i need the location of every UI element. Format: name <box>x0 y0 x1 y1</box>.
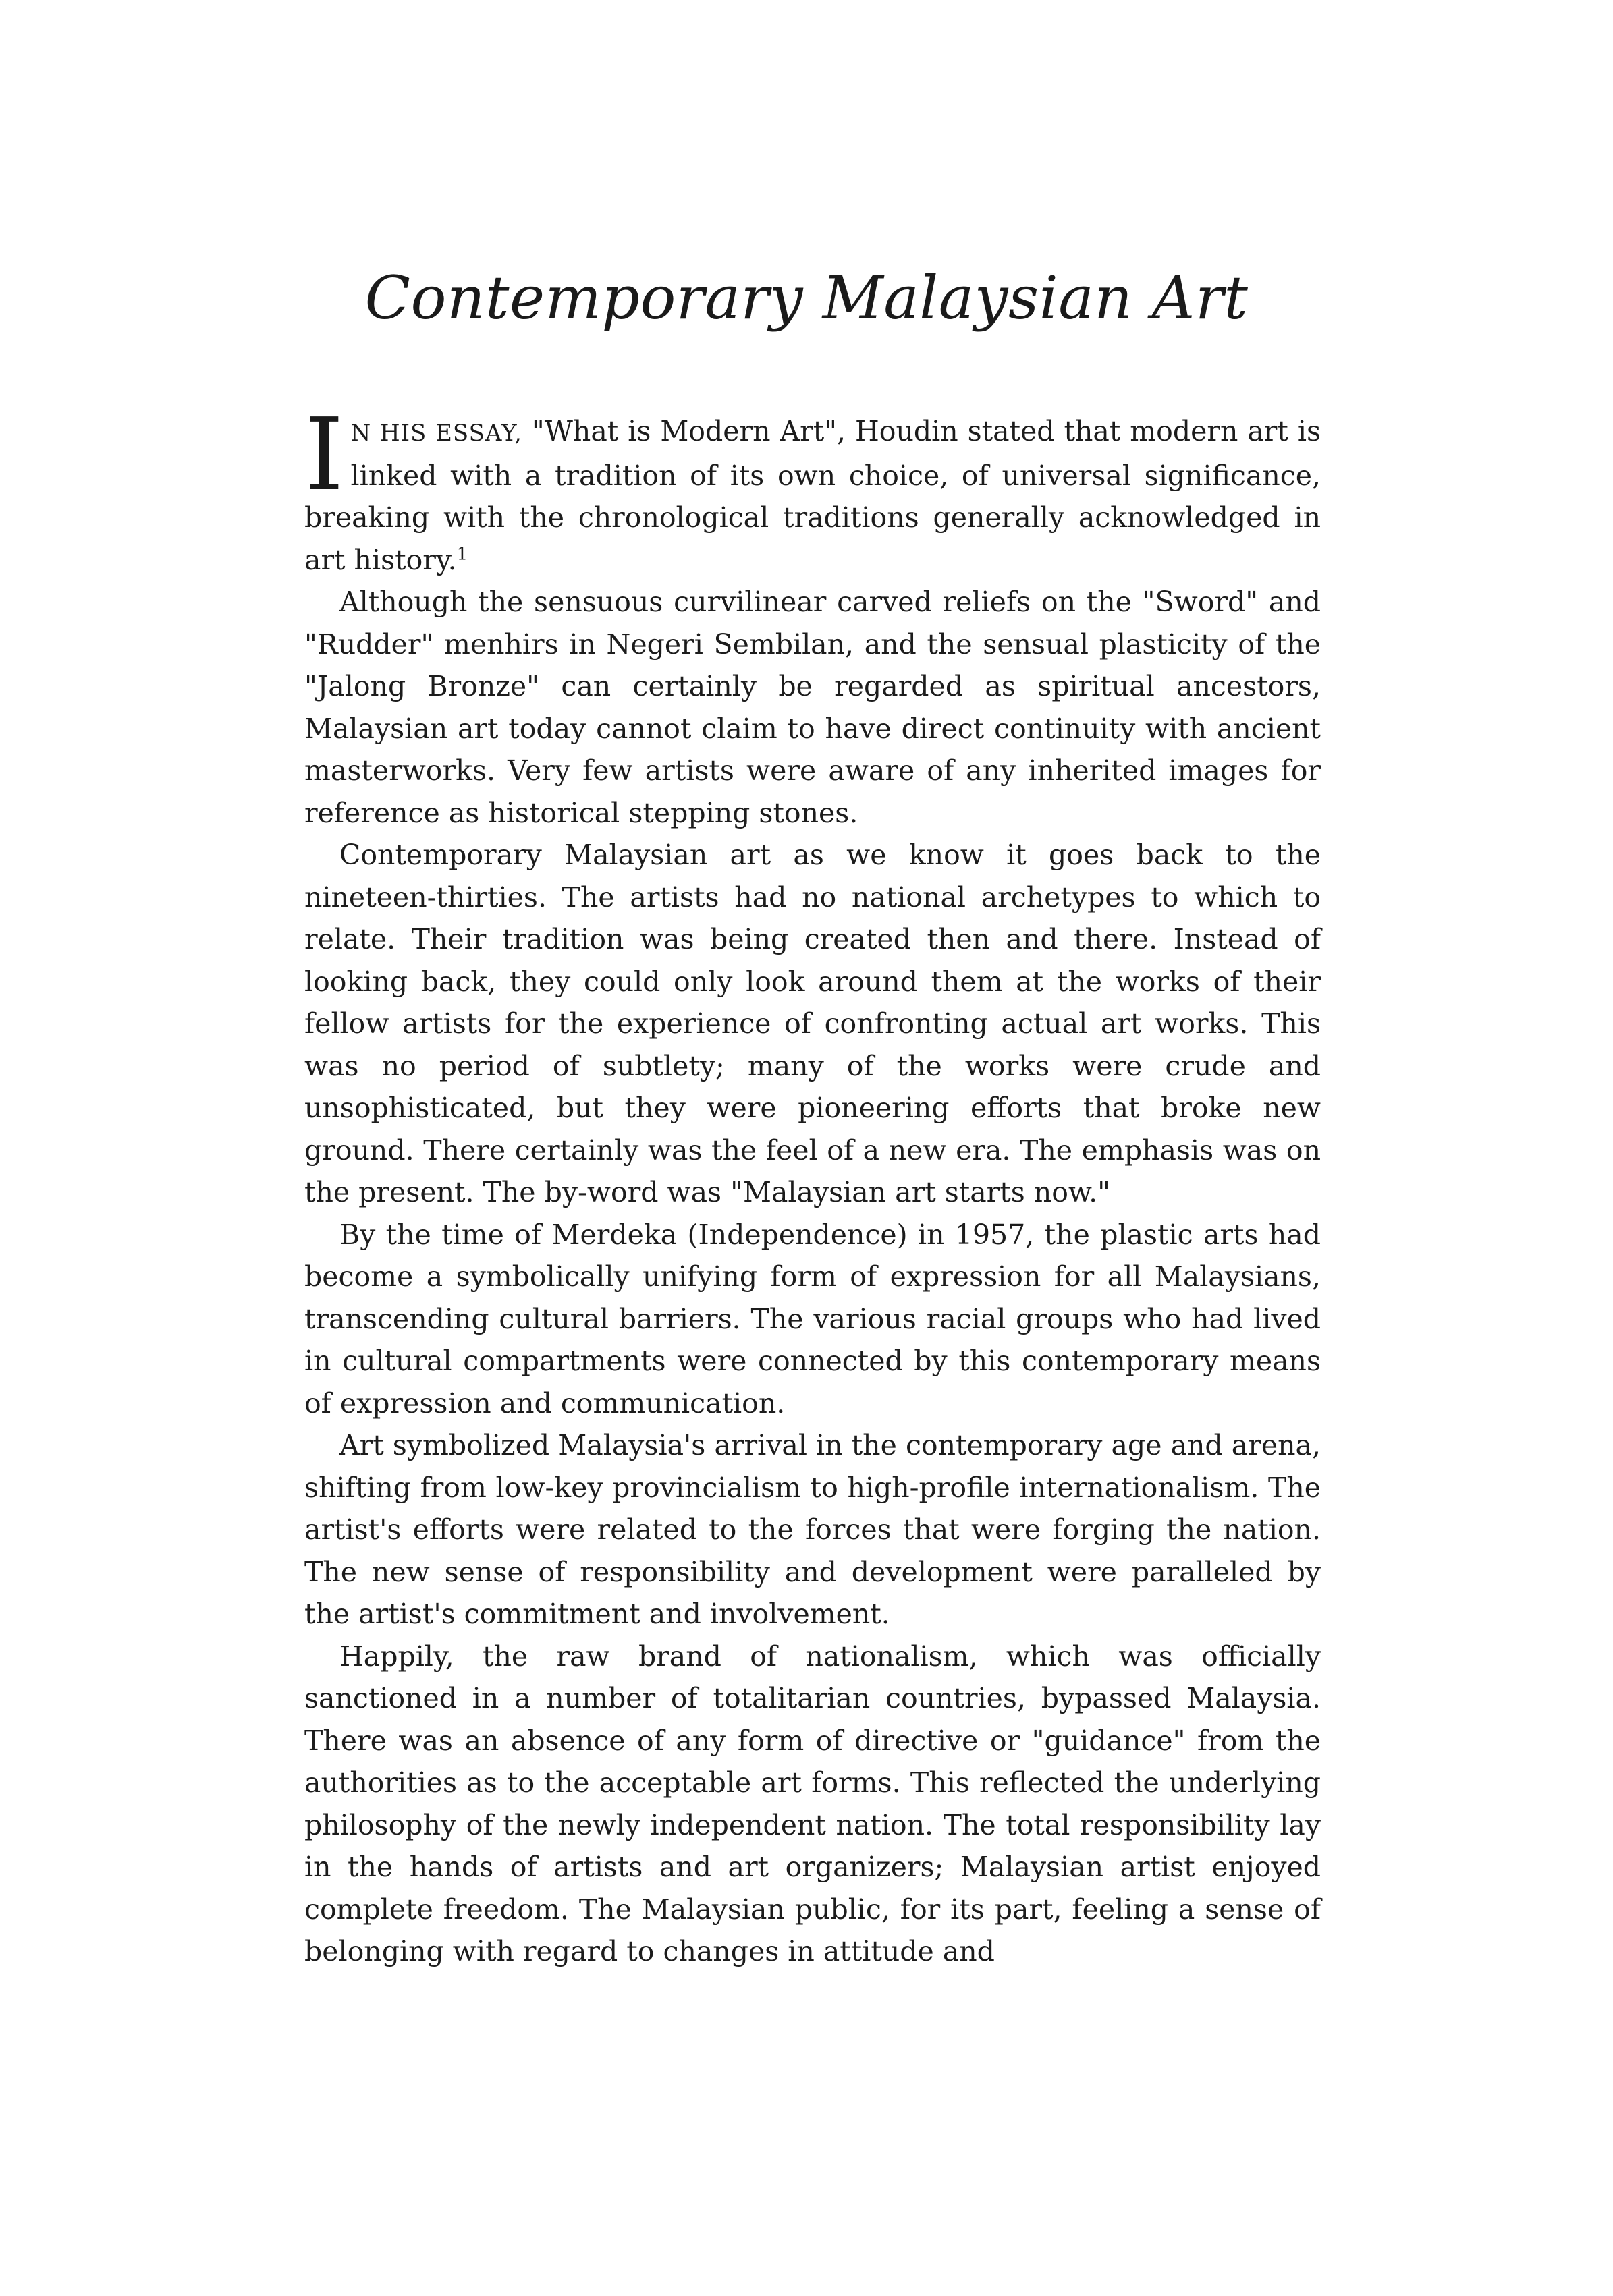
paragraph: Art symbolized Malaysia's arrival in the contemporary age and arena, shifting from low-key provincialism to high-profile internationalism. The artist's efforts were related to the forces that were forging the nation. The new sense of responsibility and development were paralleled by the artist's commitment and involvement. <box>304 1429 1321 1630</box>
paragraph: Happily, the raw brand of nationalism, which was officially sanctioned in a number of totalitarian countries, bypassed Malaysia. There was an absence of any form of directive or "guidance" from the authorities as to the acceptable art forms. This reflected the underlying philosophy of the newly independent nation. The total responsibility lay in the hands of artists and art organizers; Malaysian artist enjoyed complete freedom. The Malaysian public, for its part, feeling a sense of belonging with regard to changes in attitude and <box>304 1640 1321 1967</box>
opening-small-caps: N HIS ESSAY, <box>350 420 522 447</box>
page-title: Contemporary Malaysian Art <box>364 263 1249 333</box>
paragraph: Contemporary Malaysian art as we know it goes back to the nineteen-thirties. The artists had no national archetypes to which to relate. Their tradition was being created then and there. Instead of looking back, they could only look around them at the works of their fellow artists for the experience of confronting actual art works. This was no period of subtlety; many of the works were crude and unsophisticated, but they were pioneering efforts that broke new ground. There certainly was the feel of a new era. The emphasis was on the present. The by-word was "Malaysian art starts now." <box>304 839 1321 1208</box>
footnote-reference: 1 <box>456 543 468 564</box>
paragraph: By the time of Merdeka (Independence) in 1957, the plastic arts had become a symbolically unifying form of expression for all Malaysians, transcending cultural barriers. The various racial groups who had lived in cultural compartments were connected by this contemporary means of expression and communication. <box>304 1218 1321 1420</box>
essay-body <box>304 397 1321 1973</box>
opening-text: "What is Modern Art", Houdin stated that modern art is linked with a tradition of its own choice, of universal significance, breaking with the chronological traditions generally acknowledged in art history. <box>304 415 1321 576</box>
opening-paragraph <box>304 397 1321 581</box>
paragraph: Although the sensuous curvilinear carved reliefs on the "Sword" and "Rudder" menhirs in Negeri Sembilan, and the sensual plasticity of the "Jalong Bronze" can certainly be regarded as spiritual ancestors, Malaysian art today cannot claim to have direct continuity with ancient masterworks. Very few artists were aware of any inherited images for reference as historical stepping stones. <box>304 586 1321 829</box>
drop-cap: I <box>304 397 344 513</box>
